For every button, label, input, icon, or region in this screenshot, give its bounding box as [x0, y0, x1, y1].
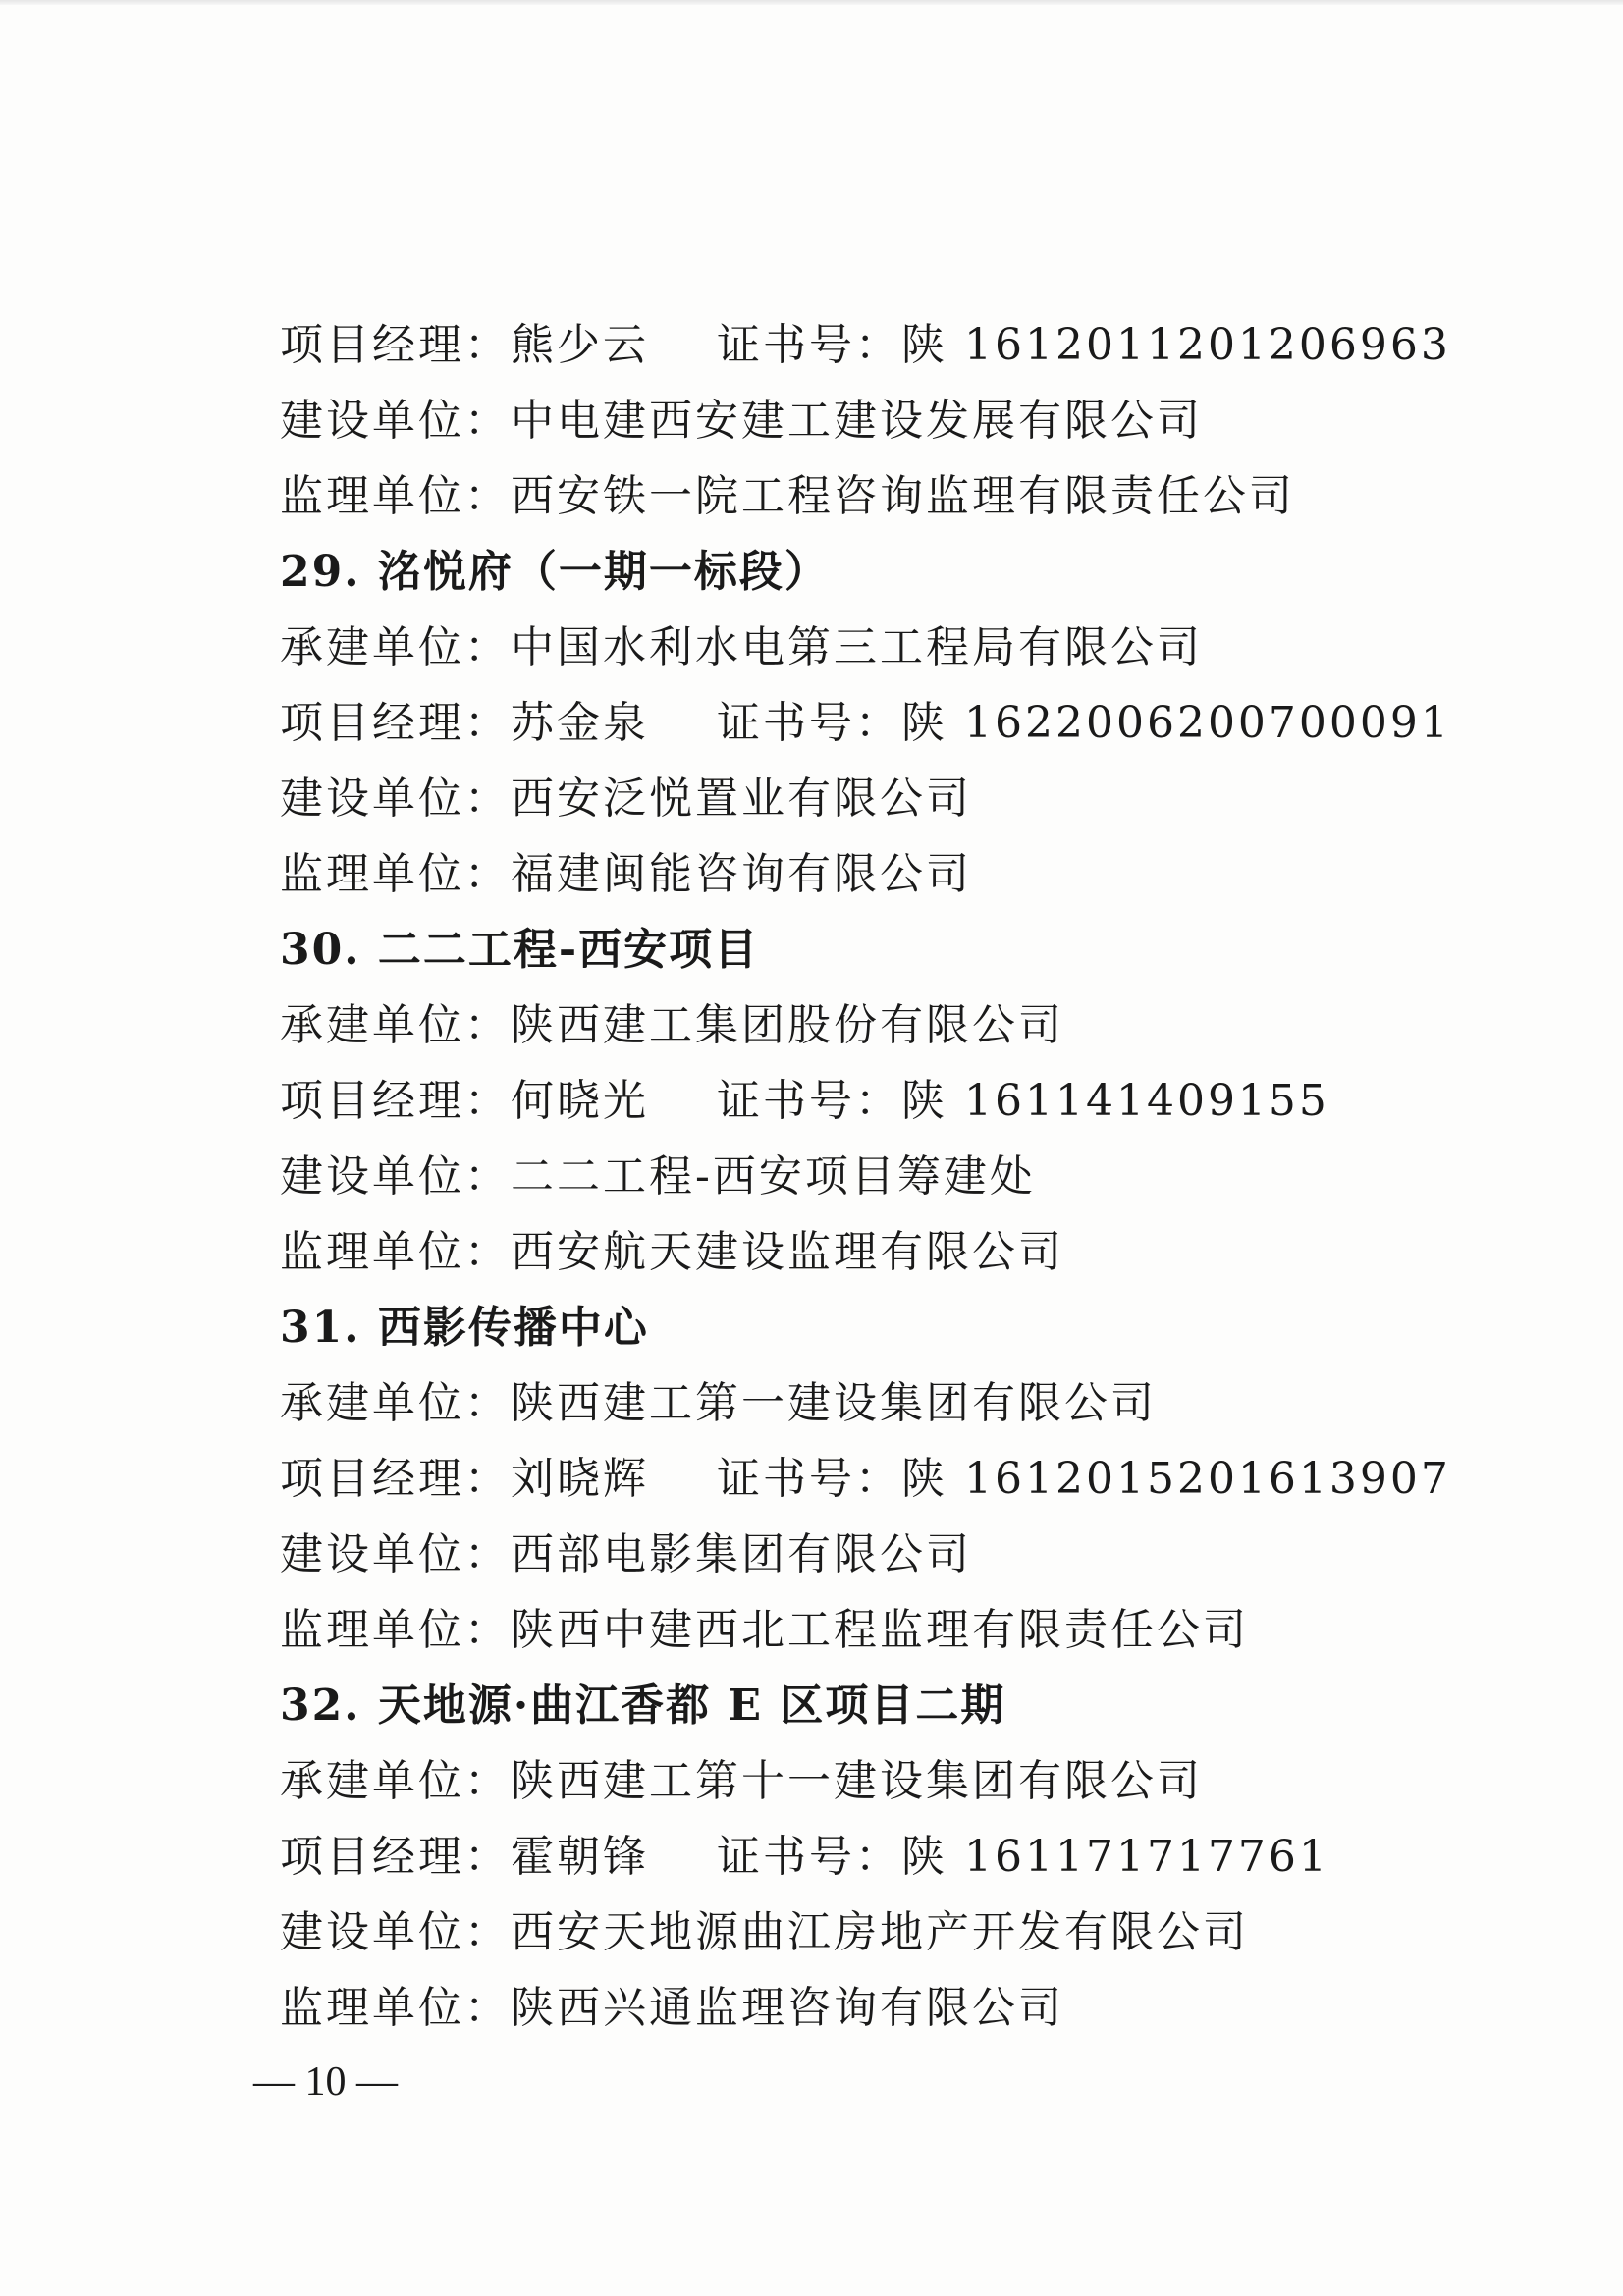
contractor-label: 承建单位： [280, 1000, 511, 1050]
supervisor-line [280, 847, 972, 902]
cert-block [717, 1830, 1329, 1885]
developer-name: 西安泛悦置业有限公司 [511, 774, 972, 824]
contractor-label: 承建单位： [280, 1756, 511, 1806]
project-heading: 32. 天地源·曲江香都 E 区项目二期 [280, 1681, 1006, 1731]
contractor-name: 陕西建工集团股份有限公司 [511, 1000, 1064, 1050]
manager-name: 何晓光 [511, 1076, 649, 1126]
supervisor-name: 陕西中建西北工程监理有限责任公司 [511, 1605, 1249, 1655]
supervisor-line [280, 1603, 1249, 1658]
cert-number: 陕 161141409155 [901, 1076, 1329, 1126]
cert-number: 陕 161171717761 [901, 1832, 1329, 1882]
supervisor-label: 监理单位： [280, 849, 511, 899]
developer-name: 中电建西安建工建设发展有限公司 [511, 396, 1203, 446]
supervisor-label: 监理单位： [280, 1605, 511, 1655]
developer-label: 建设单位： [280, 774, 511, 824]
developer-name: 西部电影集团有限公司 [511, 1529, 972, 1579]
manager-name: 苏金泉 [511, 698, 649, 748]
cert-block [717, 1452, 1451, 1507]
cert-number: 陕 1612011201206963 [901, 320, 1451, 370]
cert-label: 证书号： [717, 320, 901, 370]
supervisor-name: 西安铁一院工程咨询监理有限责任公司 [511, 471, 1295, 521]
developer-line [280, 1149, 1036, 1204]
cert-number: 陕 1612015201613907 [901, 1454, 1451, 1504]
developer-label: 建设单位： [280, 1907, 511, 1957]
developer-name: 西安天地源曲江房地产开发有限公司 [511, 1907, 1249, 1957]
contractor-line [280, 998, 1064, 1053]
lead-supervisor-line [280, 469, 1295, 524]
supervisor-name: 陕西兴通监理咨询有限公司 [511, 1983, 1064, 2033]
manager-line [280, 1074, 1329, 1129]
cert-label: 证书号： [717, 1076, 901, 1126]
cert-block [717, 318, 1451, 373]
manager-label: 项目经理： [280, 698, 511, 748]
manager-name: 刘晓辉 [511, 1454, 649, 1504]
contractor-label: 承建单位： [280, 622, 511, 672]
page-number: — 10 — [253, 2059, 398, 2105]
supervisor-name: 西安航天建设监理有限公司 [511, 1227, 1064, 1277]
developer-name: 二二工程-西安项目筹建处 [511, 1151, 1036, 1201]
supervisor-label: 监理单位： [280, 1983, 511, 2033]
manager-label: 项目经理： [280, 1076, 511, 1126]
developer-line [280, 1527, 972, 1582]
cert-label: 证书号： [717, 1454, 901, 1504]
supervisor-line [280, 1981, 1064, 2036]
developer-label: 建设单位： [280, 1529, 511, 1579]
developer-label: 建设单位： [280, 1151, 511, 1201]
manager-name: 霍朝锋 [511, 1832, 649, 1882]
manager-line [280, 696, 1451, 751]
cert-label: 证书号： [717, 698, 901, 748]
contractor-label: 承建单位： [280, 1378, 511, 1428]
contractor-name: 中国水利水电第三工程局有限公司 [511, 622, 1203, 672]
supervisor-name: 福建闽能咨询有限公司 [511, 849, 972, 899]
cert-block [717, 1074, 1329, 1129]
supervisor-label: 监理单位： [280, 1227, 511, 1277]
manager-line [280, 1830, 1329, 1885]
project-heading: 30. 二二工程-西安项目 [280, 925, 760, 975]
manager-name: 熊少云 [511, 320, 649, 370]
cert-block [717, 696, 1451, 751]
project-heading: 31. 西影传播中心 [280, 1303, 649, 1353]
contractor-line [280, 620, 1203, 675]
project-heading: 29. 洺悦府（一期一标段） [280, 547, 830, 597]
cert-number: 陕 1622006200700091 [901, 698, 1451, 748]
manager-label: 项目经理： [280, 1832, 511, 1882]
scan-edge [0, 0, 1623, 5]
lead-manager-line [280, 318, 1451, 373]
cert-label: 证书号： [717, 1832, 901, 1882]
supervisor-label: 监理单位： [280, 471, 511, 521]
manager-line [280, 1452, 1451, 1507]
supervisor-line [280, 1225, 1064, 1280]
contractor-line [280, 1754, 1203, 1809]
contractor-name: 陕西建工第一建设集团有限公司 [511, 1378, 1157, 1428]
contractor-line [280, 1376, 1157, 1431]
developer-label: 建设单位： [280, 396, 511, 446]
manager-label: 项目经理： [280, 1454, 511, 1504]
developer-line [280, 1905, 1249, 1960]
lead-developer-line [280, 394, 1203, 449]
contractor-name: 陕西建工第十一建设集团有限公司 [511, 1756, 1203, 1806]
manager-label: 项目经理： [280, 320, 511, 370]
developer-line [280, 772, 972, 827]
